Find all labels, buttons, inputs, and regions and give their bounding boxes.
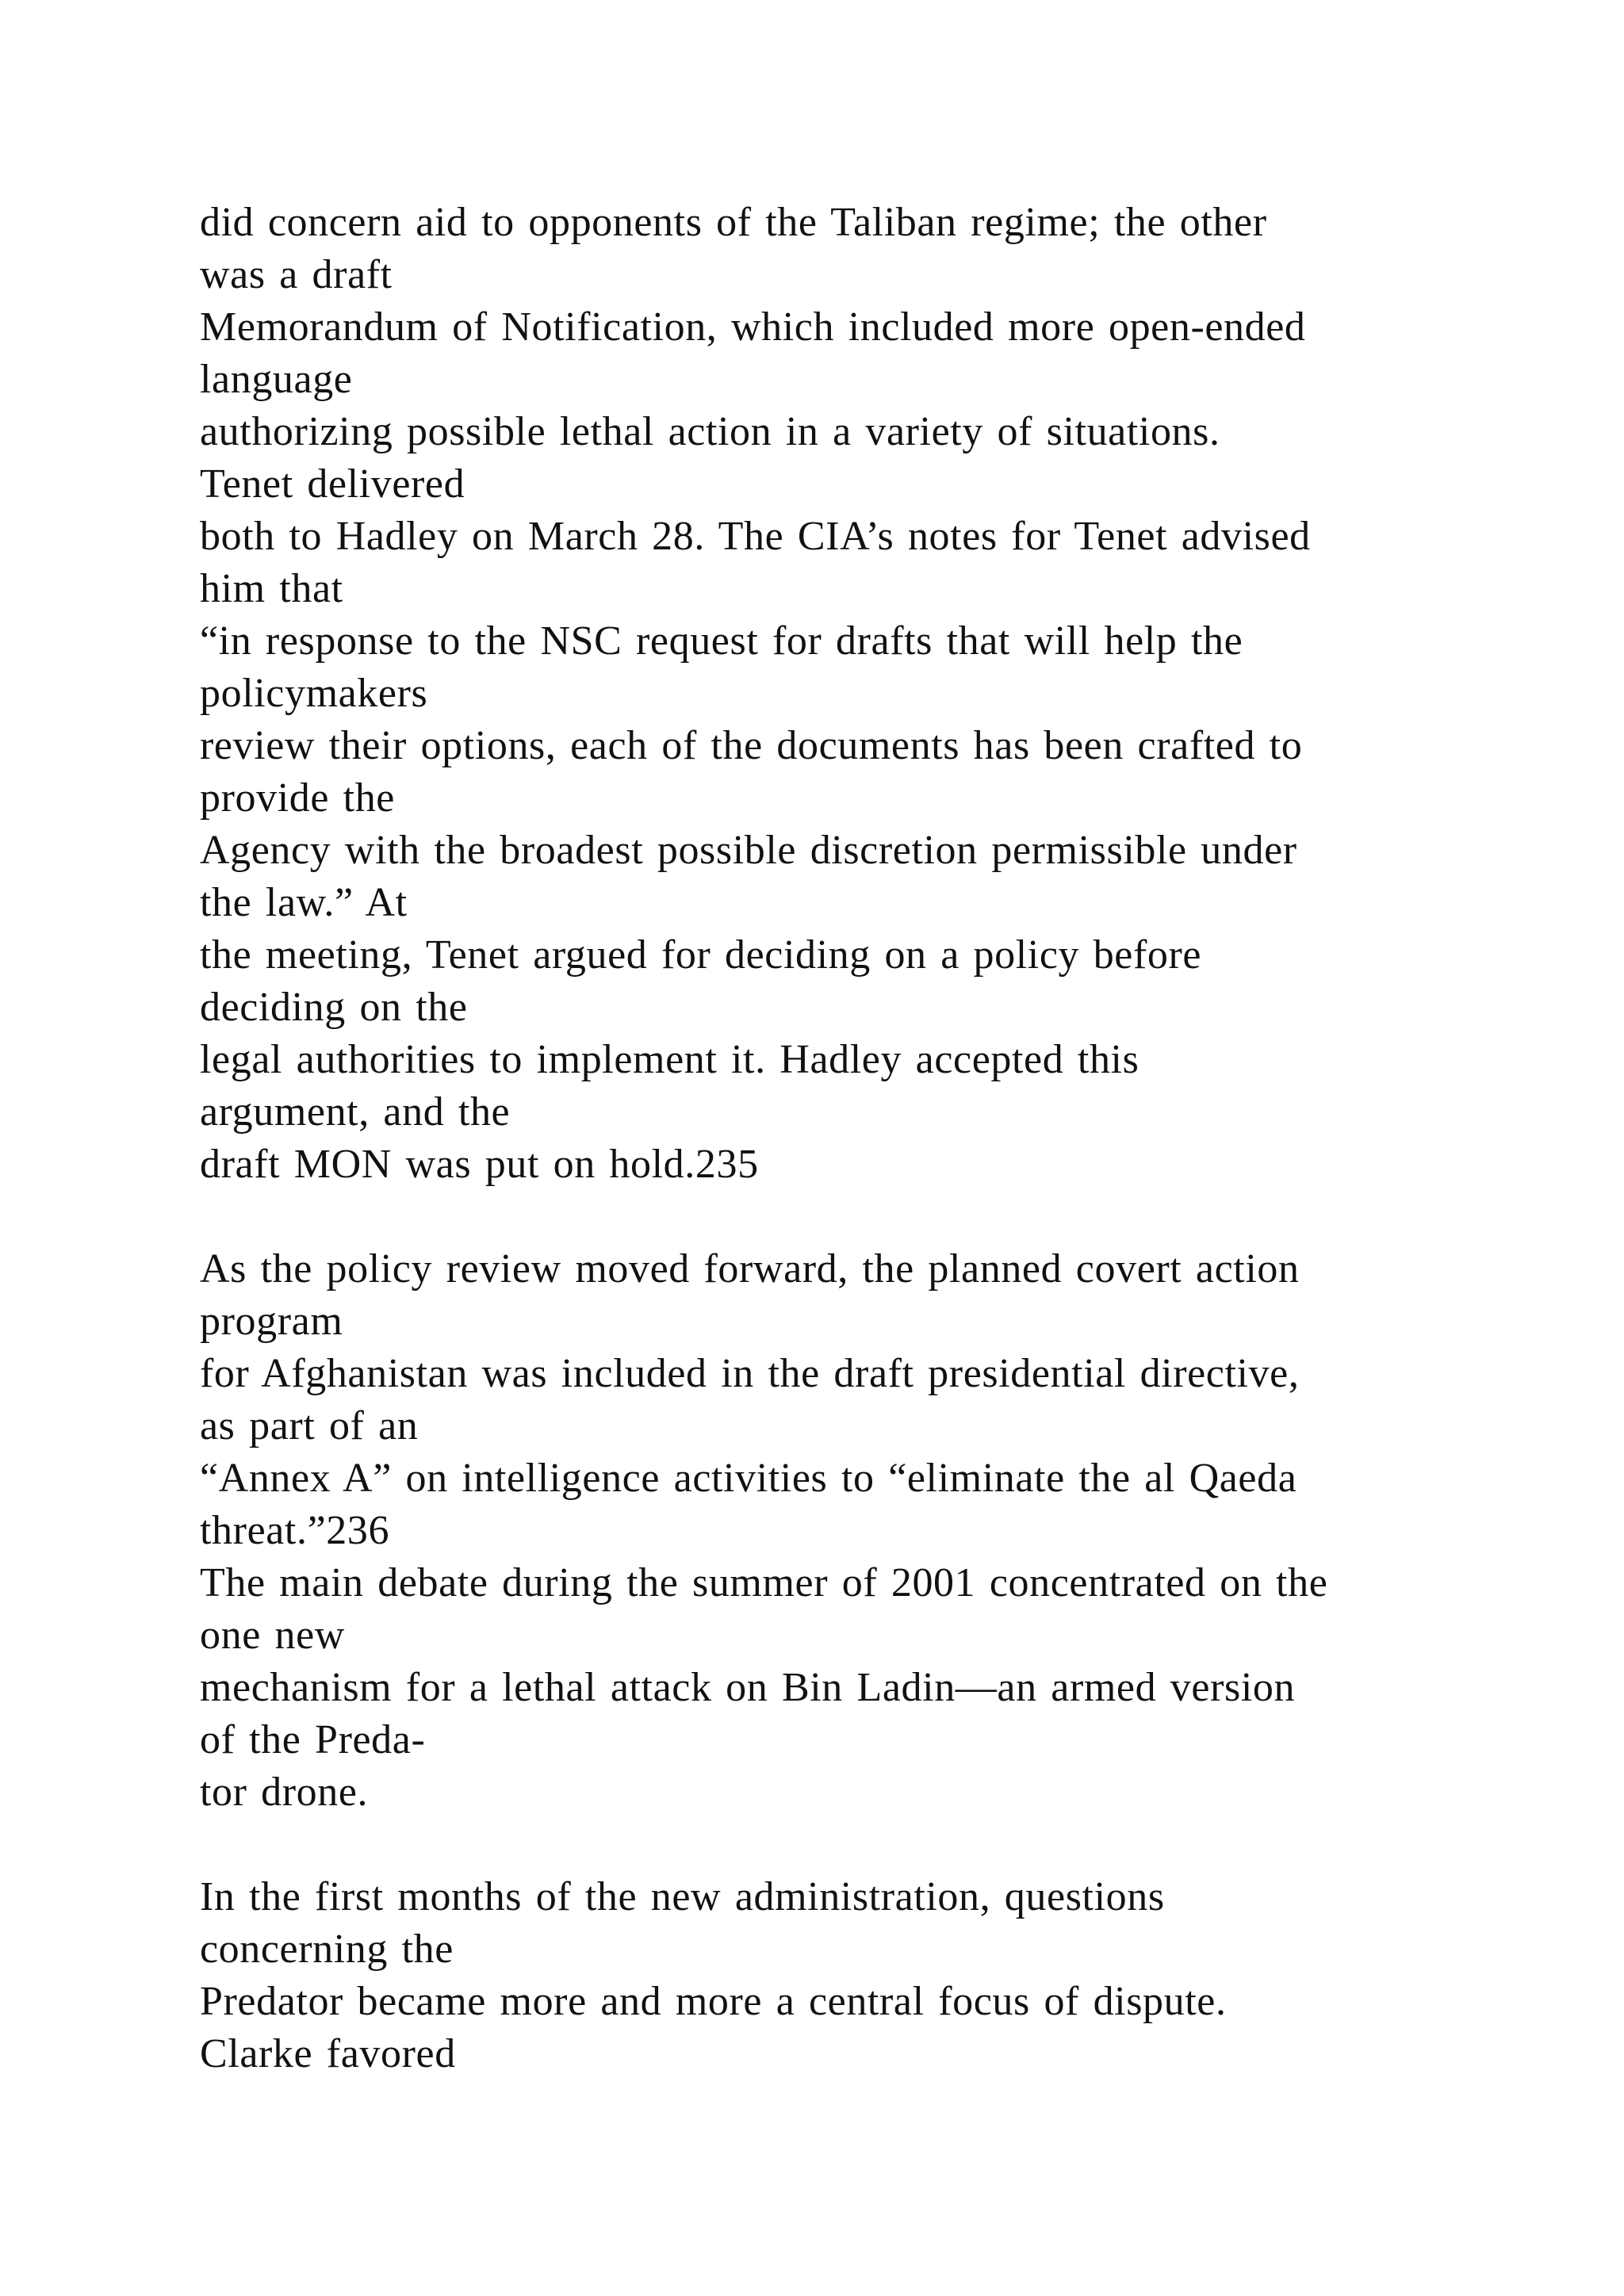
text-line: argument, and the xyxy=(200,1089,511,1135)
paragraph xyxy=(200,1243,1532,1819)
text-line: Clarke favored xyxy=(200,2031,456,2076)
text-line: Memorandum of Notification, which included more open-ended xyxy=(200,304,1306,350)
paragraph-gap xyxy=(200,1191,1532,1243)
text-line: policymakers xyxy=(200,671,428,716)
document-body xyxy=(200,197,1532,2080)
text-line: the law.” At xyxy=(200,880,408,925)
paragraph xyxy=(200,197,1532,1191)
paragraph xyxy=(200,1871,1532,2080)
text-line: Agency with the broadest possible discretion permissible under xyxy=(200,828,1297,873)
text-line: threat.”236 xyxy=(200,1508,390,1553)
text-line: deciding on the xyxy=(200,985,468,1030)
text-line: “in response to the NSC request for drafts that will help the xyxy=(200,618,1243,664)
text-line: Predator became more and more a central focus of dispute. xyxy=(200,1979,1227,2024)
text-line: Tenet delivered xyxy=(200,461,465,507)
text-line: review their options, each of the documents has been crafted to xyxy=(200,723,1303,768)
text-line: program xyxy=(200,1299,343,1344)
paragraph-gap xyxy=(200,1819,1532,1871)
text-line: “Annex A” on intelligence activities to “eliminate the al Qaeda xyxy=(200,1456,1297,1501)
text-line: him that xyxy=(200,566,343,611)
text-line: In the first months of the new administration, questions xyxy=(200,1874,1165,1919)
text-line: language xyxy=(200,357,353,402)
text-line: provide the xyxy=(200,775,395,821)
text-line: both to Hadley on March 28. The CIA’s notes for Tenet advised xyxy=(200,514,1311,559)
text-line: of the Preda- xyxy=(200,1717,426,1762)
text-line: The main debate during the summer of 2001 concentrated on the xyxy=(200,1560,1328,1605)
text-line: As the policy review moved forward, the planned covert action xyxy=(200,1246,1300,1292)
text-line: mechanism for a lethal attack on Bin Ladin—an armed version xyxy=(200,1665,1296,1710)
text-line: authorizing possible lethal action in a variety of situations. xyxy=(200,409,1220,454)
text-line: legal authorities to implement it. Hadley accepted this xyxy=(200,1037,1139,1082)
text-line: concerning the xyxy=(200,1927,454,1972)
text-line: did concern aid to opponents of the Taliban regime; the other xyxy=(200,200,1267,245)
text-line: as part of an xyxy=(200,1403,419,1448)
text-line: for Afghanistan was included in the draft presidential directive, xyxy=(200,1351,1300,1396)
text-line: one new xyxy=(200,1613,345,1658)
text-line: tor drone. xyxy=(200,1770,369,1815)
text-line: the meeting, Tenet argued for deciding on a policy before xyxy=(200,932,1202,978)
text-line: draft MON was put on hold.235 xyxy=(200,1142,759,1187)
text-line: was a draft xyxy=(200,252,393,297)
